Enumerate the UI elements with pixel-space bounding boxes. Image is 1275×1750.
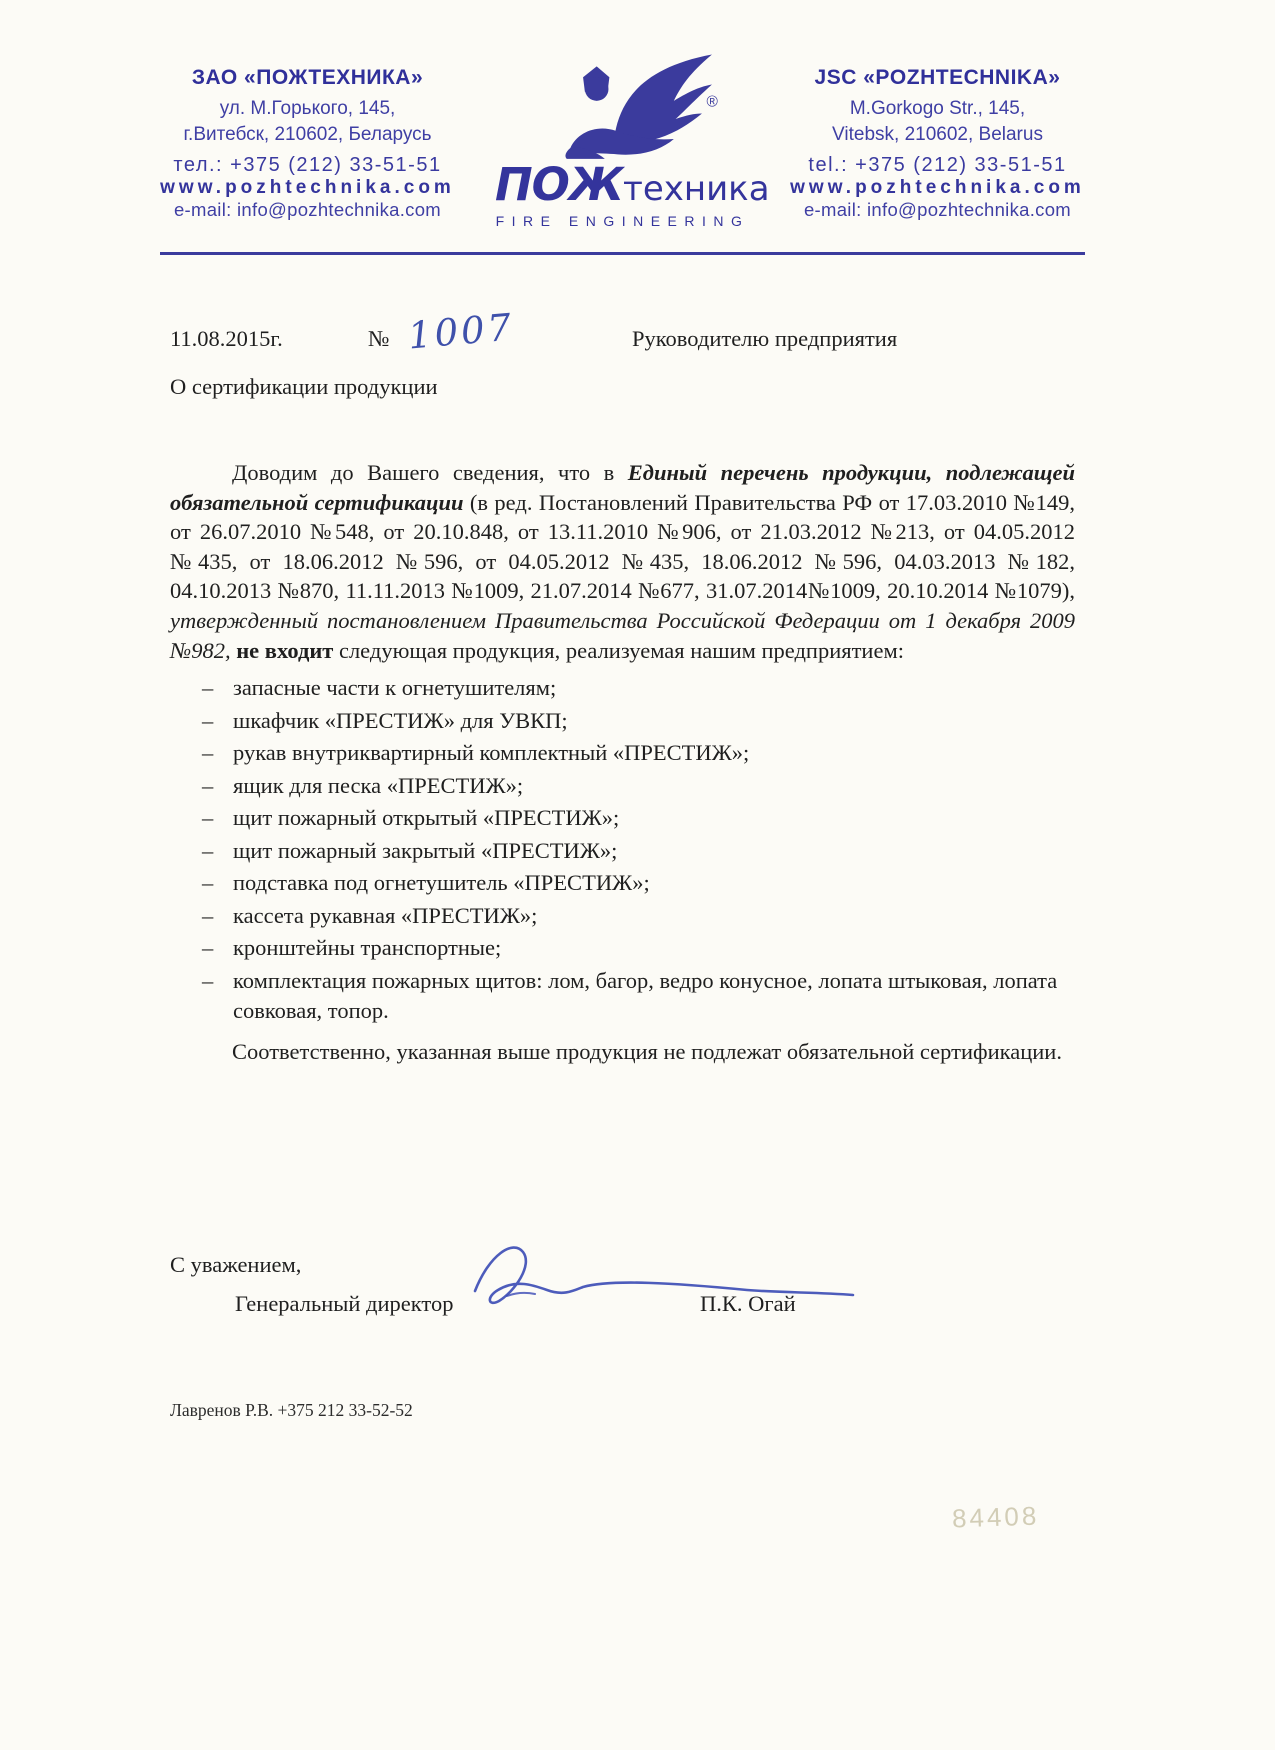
letter-number-handwritten: 1007 — [406, 305, 516, 358]
intro-seg-6: следующая продукция, реализуемая нашим предприятием: — [333, 637, 904, 663]
list-item-text: кассета рукавная «ПРЕСТИЖ»; — [233, 902, 538, 928]
intro-seg-5: не входит — [236, 637, 334, 663]
email-ru: e-mail: info@pozhtechnika.com — [173, 199, 442, 221]
list-dash: – — [202, 902, 214, 928]
list-item-text: щит пожарный закрытый «ПРЕСТИЖ»; — [233, 837, 618, 863]
address-line-1-en: M.Gorkogo Str., 145, — [849, 98, 1026, 119]
list-item — [170, 771, 1075, 802]
list-dash: – — [202, 935, 214, 961]
letter-body — [170, 458, 1075, 1066]
list-item — [170, 803, 1075, 834]
brand-technika: техника — [623, 169, 770, 209]
list-item — [170, 933, 1075, 964]
email-en: e-mail: info@pozhtechnika.com — [803, 199, 1072, 221]
scan-stamp-number: 84408 — [951, 1500, 1040, 1534]
list-item — [170, 706, 1075, 737]
address-line-2-ru: г.Витебск, 210602, Беларусь — [183, 124, 432, 146]
letter-date: 11.08.2015г. — [170, 326, 283, 351]
phone-en: tel.: +375 (212) 33-51-51 — [808, 154, 1067, 177]
intro-seg-0: Доводим до Вашего сведения, что в — [232, 460, 628, 485]
addressee: Руководителю предприятия — [632, 326, 898, 351]
list-dash: – — [202, 740, 214, 766]
company-name-ru: ЗАО «ПОЖТЕХНИКА» — [191, 66, 424, 89]
registered-mark: ® — [706, 93, 718, 111]
list-item-text: шкафчик «ПРЕСТИЖ» для УВКП; — [233, 707, 568, 733]
intro-seg-2: (в ред. Постановлений Правительства РФ от 17.03.2010 №149, от 26.07.2010 №548, от 20.10.848, от 13.11.2010 №906, от 21.03.2012 №213, от 04.05.2012 №435, от 18.06.2012 №596, от 04.05.2012 №435, 18.06.2012 №596, 04.03.2013 №182, 04.10.2013 №870, 11.11.2013 №1009, 21.07.2014 №677, 31.07.2014№1009, 20.10.2014 №1079), — [170, 489, 1075, 604]
winged-sphinx-logo-icon — [523, 50, 723, 168]
list-dash: – — [202, 772, 214, 798]
address-line-1-ru: ул. М.Горького, 145, — [219, 98, 396, 119]
list-item — [170, 966, 1075, 1027]
list-item — [170, 836, 1075, 867]
list-item — [170, 673, 1075, 704]
intro-seg-1: Единый перечень продукции, подлежащей обязательной сертификации — [170, 460, 1075, 515]
handwritten-signature-icon — [455, 1233, 865, 1333]
brand-pozh: ПОЖ — [495, 158, 624, 211]
company-logo — [495, 50, 770, 229]
intro-paragraph — [170, 458, 1075, 665]
signer-title: Генеральный директор — [235, 1291, 454, 1316]
list-dash: – — [202, 870, 214, 896]
list-item-text: ящик для песка «ПРЕСТИЖ»; — [233, 772, 524, 798]
signer-name: П.К. Огай — [700, 1291, 796, 1316]
header-divider — [160, 252, 1085, 255]
website-en: www.pozhtechnika.com — [790, 177, 1085, 199]
list-item — [170, 901, 1075, 932]
list-dash: – — [202, 707, 214, 733]
list-item-text: подставка под огнетушитель «ПРЕСТИЖ»; — [233, 870, 650, 896]
brand-tagline: FIRE ENGINEERING — [495, 213, 750, 229]
letterhead-right — [780, 66, 1095, 221]
list-dash: – — [202, 805, 214, 831]
list-item-text: запасные части к огнетушителям; — [233, 675, 557, 701]
letter-number-label: № — [368, 326, 390, 351]
website-ru: www.pozhtechnika.com — [160, 177, 455, 199]
company-name-en: JSC «POZHTECHNIKA» — [814, 66, 1061, 89]
list-dash: – — [202, 675, 214, 701]
letterhead — [150, 66, 1095, 229]
signature-salutation: С уважением, — [170, 1252, 302, 1277]
list-item-text: комплектация пожарных щитов: лом, багор, ведро конусное, лопата штыковая, лопата совковая, топор. — [233, 967, 1058, 1024]
list-item-text: рукав внутриквартирный комплектный «ПРЕСТИЖ»; — [233, 740, 750, 766]
list-dash: – — [202, 837, 214, 863]
intro-seg-3: утвержденный постановлением Правительства Российской Федерации от 1 декабря 2009 №982, — [170, 607, 1075, 663]
list-item — [170, 738, 1075, 769]
list-item — [170, 868, 1075, 899]
product-list — [170, 673, 1075, 1027]
letterhead-left — [150, 66, 465, 221]
letter-subject: О сертификации продукции — [170, 374, 438, 399]
list-item-text: кронштейны транспортные; — [233, 935, 502, 961]
letter-meta-row — [170, 305, 1075, 378]
brand-wordmark — [495, 158, 770, 211]
phone-ru: тел.: +375 (212) 33-51-51 — [173, 154, 442, 177]
executor-contact: Лавренов Р.В. +375 212 33-52-52 — [170, 1400, 413, 1420]
closing-paragraph: Соответственно, указанная выше продукция не подлежат обязательной сертификации. — [232, 1038, 1062, 1064]
address-line-2-en: Vitebsk, 210602, Belarus — [832, 124, 1043, 146]
list-dash: – — [202, 967, 214, 993]
list-item-text: щит пожарный открытый «ПРЕСТИЖ»; — [233, 805, 620, 831]
